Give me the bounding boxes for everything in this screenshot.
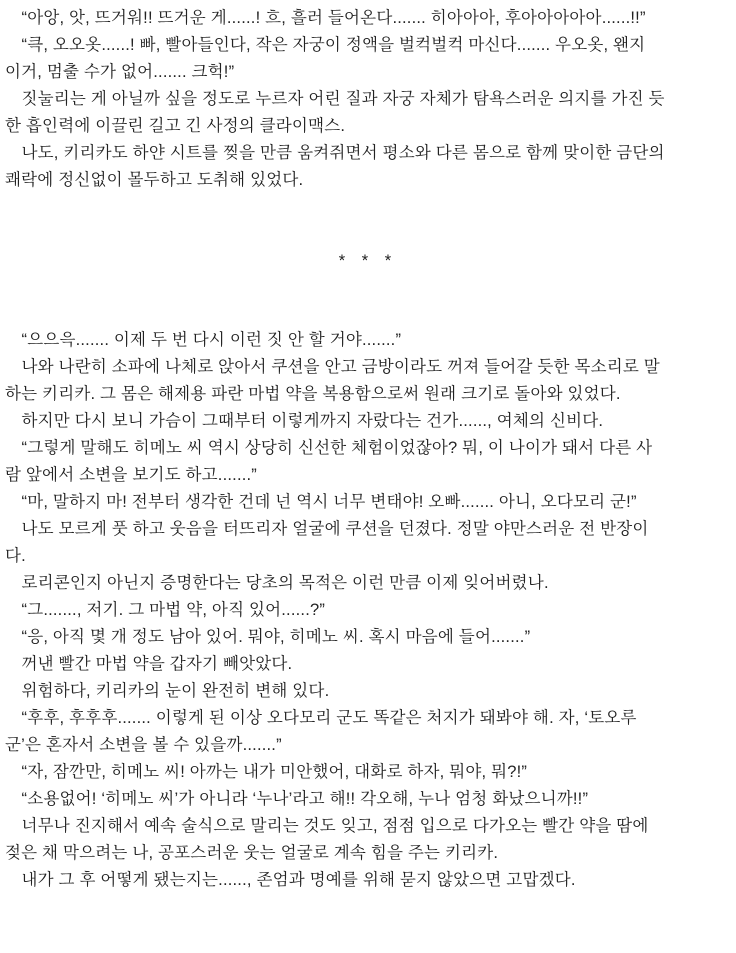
text-line: 꺼낸 빨간 마법 약을 갑자기 빼앗았다. — [21, 655, 293, 673]
text-line: 나도 모르게 풋 하고 웃음을 터뜨리자 얼굴에 쿠션을 던졌다. 정말 야만스러운 전 반장이 — [21, 520, 649, 538]
text-line: “마, 말하지 마! 전부터 생각한 건데 넌 역시 너무 변태야! 오빠....... 아니, 오다모리 군!” — [21, 493, 637, 511]
text-line: 이거, 멈출 수가 없어....... 크헉!” — [5, 63, 235, 81]
text-line: 쾌락에 정신없이 몰두하고 도취해 있었다. — [5, 171, 304, 189]
text-line: 위험하다, 키리카의 눈이 완전히 변해 있다. — [21, 682, 330, 700]
text-line: 하는 키리카. 그 몸은 해제용 파란 마법 약을 복용함으로써 원래 크기로 돌아와 있었다. — [5, 385, 621, 403]
text-line: “자, 잠깐만, 히메노 씨! 아까는 내가 미안했어, 대화로 하자, 뭐야, 뭐?!” — [21, 763, 528, 781]
text-line: 다. — [5, 547, 26, 565]
text-line: 로리콘인지 아닌지 증명한다는 당초의 목적은 이런 만큼 이제 잊어버렸나. — [21, 574, 549, 592]
text-line: “그렇게 말해도 히메노 씨 역시 상당히 신선한 체험이었잖아? 뭐, 이 나이가 돼서 다른 사 — [21, 439, 653, 457]
text-line: 짓눌리는 게 아닐까 싶을 정도로 누르자 어린 질과 자궁 자체가 탐욕스러운 의지를 가진 듯 — [21, 90, 665, 108]
text-line: “아앙, 앗, 뜨거워!! 뜨거운 게......! 흐, 흘러 들어온다....... 히아아아, 후아아아아아......!!” — [21, 9, 646, 27]
text-line: 하지만 다시 보니 가슴이 그때부터 이렇게까지 자랐다는 건가......, 여체의 신비다. — [21, 412, 604, 430]
text-line: “후후, 후후후....... 이렇게 된 이상 오다모리 군도 똑같은 처지가 돼봐야 해. 자, ‘토오루 — [21, 709, 637, 727]
text-line: 내가 그 후 어떻게 됐는지는......, 존엄과 명예를 위해 묻지 않았으면 고맙겠다. — [21, 871, 576, 889]
section-separator: * * * — [338, 252, 398, 270]
text-line: 나와 나란히 소파에 나체로 앉아서 쿠션을 안고 금방이라도 꺼져 들어갈 듯한 목소리로 말 — [21, 358, 660, 376]
text-line: 너무나 진지해서 예속 술식으로 말리는 것도 잊고, 점점 입으로 다가오는 빨간 약을 땀에 — [21, 817, 649, 835]
text-line: 군’은 혼자서 소변을 볼 수 있을까.......” — [5, 736, 282, 754]
text-line: “큭, 오오옷......! 빠, 빨아들인다, 작은 자궁이 정액을 벌컥벌컥 마신다....... 우오옷, 왠지 — [21, 36, 646, 54]
text-line: “응, 아직 몇 개 정도 남아 있어. 뭐야, 히메노 씨. 혹시 마음에 들어.......” — [21, 628, 531, 646]
text-line: 한 흡인력에 이끌린 길고 긴 사정의 클라이맥스. — [5, 117, 346, 135]
text-line: 람 앞에서 소변을 보기도 하고.......” — [5, 466, 257, 484]
text-line: “으으윽....... 이제 두 번 다시 이런 짓 안 할 거야.......” — [21, 331, 402, 349]
text-line: “그......., 저기. 그 마법 약, 아직 있어......?” — [21, 601, 326, 619]
text-line: 젖은 채 막으려는 나, 공포스러운 웃는 얼굴로 계속 힘을 주는 키리카. — [5, 844, 499, 862]
text-line: 나도, 키리카도 하얀 시트를 찢을 만큼 움켜쥐면서 평소와 다른 몸으로 함께 맞이한 금단의 — [21, 144, 665, 162]
text-content — [5, 5, 731, 894]
text-line: “소용없어! ‘히메노 씨’가 아니라 ‘누나’라고 해!! 각오해, 누나 엄청 화났으니까!!” — [21, 790, 589, 808]
